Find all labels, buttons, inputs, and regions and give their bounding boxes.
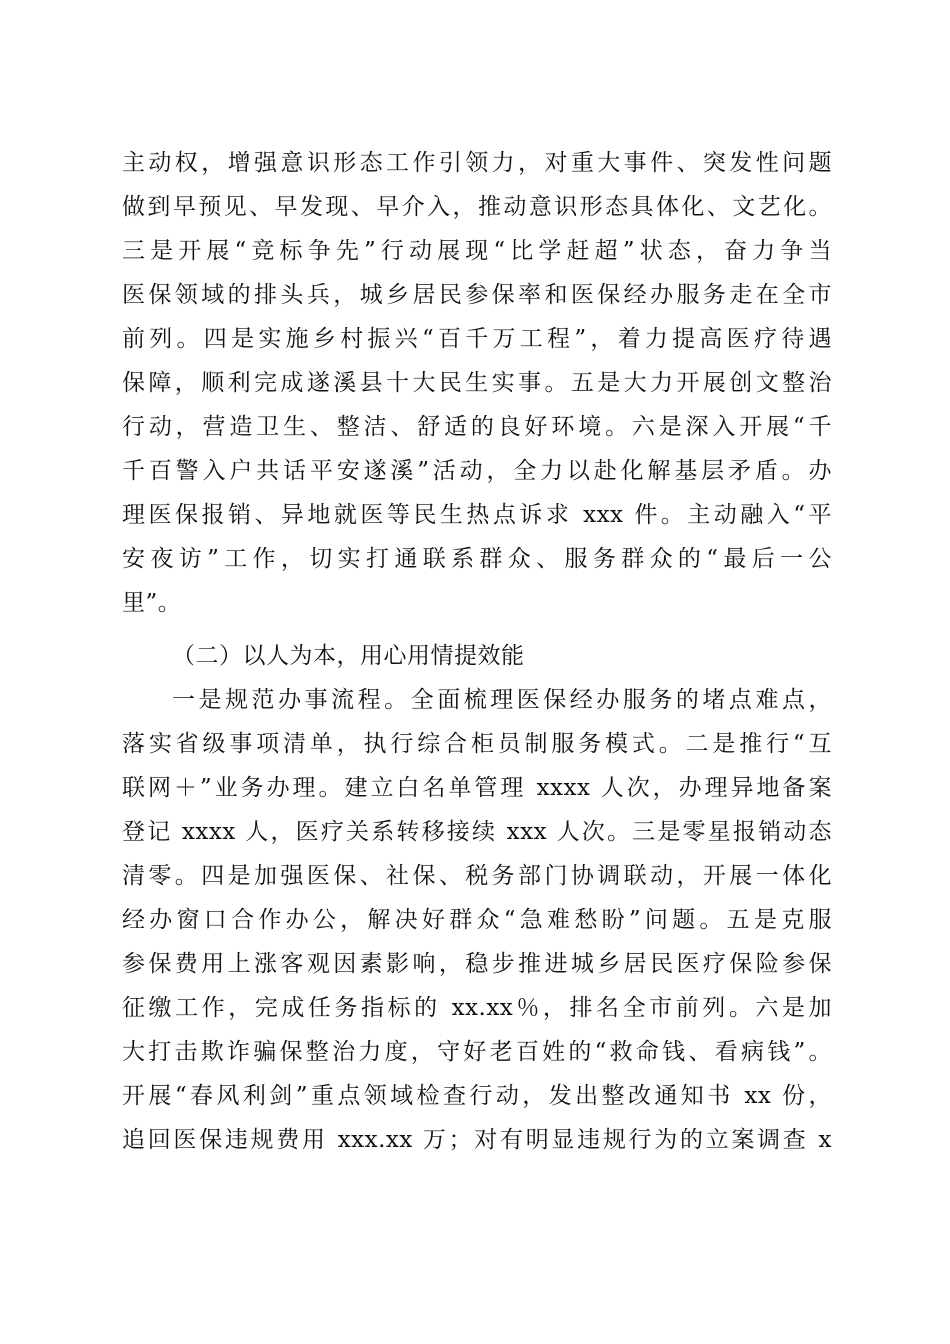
text-line: 落实省级事项清单，执行综合柜员制服务模式。二是推行“互	[122, 731, 832, 757]
text-line: 前列。四是实施乡村振兴“百千万工程”，着力提高医疗待遇	[122, 326, 832, 352]
text-line: 医保领域的排头兵，城乡居民参保率和医保经办服务走在全市	[122, 282, 832, 308]
text-line: 理医保报销、异地就医等民生热点诉求 xxx 件。主动融入“平	[122, 502, 832, 528]
text-line: 联网＋”业务办理。建立白名单管理 xxxx 人次，办理异地备案	[122, 775, 832, 801]
text-line: 登记 xxxx 人，医疗关系转移接续 xxx 人次。三是零星报销动态	[122, 819, 832, 845]
text-line: 里”。	[122, 590, 182, 616]
text-line: 追回医保违规费用 xxx.xx 万；对有明显违规行为的立案调查 x	[122, 1127, 832, 1153]
text-line: 征缴工作，完成任务指标的 xx.xx％，排名全市前列。六是加	[122, 995, 832, 1021]
text-line: 经办窗口合作办公，解决好群众“急难愁盼”问题。五是克服	[122, 907, 832, 933]
text-line: 行动，营造卫生、整洁、舒适的良好环境。六是深入开展“千	[122, 414, 832, 440]
text-line: 一是规范办事流程。全面梳理医保经办服务的堵点难点，	[172, 687, 832, 713]
text-line: 参保费用上涨客观因素影响，稳步推进城乡居民医疗保险参保	[122, 951, 832, 977]
text-line: 三是开展“竞标争先”行动展现“比学赶超”状态，奋力争当	[122, 238, 832, 264]
text-line: 安夜访”工作，切实打通联系群众、服务群众的“最后一公	[122, 546, 832, 572]
text-line: 千百警入户共话平安遂溪”活动，全力以赴化解基层矛盾。办	[122, 458, 832, 484]
text-line: 开展“春风利剑”重点领域检查行动，发出整改通知书 xx 份，	[122, 1083, 832, 1109]
text-line: 清零。四是加强医保、社保、税务部门协调联动，开展一体化	[122, 863, 832, 889]
text-line: 做到早预见、早发现、早介入，推动意识形态具体化、文艺化。	[122, 194, 832, 220]
text-line: 大打击欺诈骗保整治力度，守好老百姓的“救命钱、看病钱”。	[122, 1039, 832, 1065]
text-line: 保障，顺利完成遂溪县十大民生实事。五是大力开展创文整治	[122, 370, 832, 396]
section-heading: （二）以人为本，用心用情提效能	[172, 643, 525, 669]
text-line: 主动权，增强意识形态工作引领力，对重大事件、突发性问题	[122, 150, 832, 176]
